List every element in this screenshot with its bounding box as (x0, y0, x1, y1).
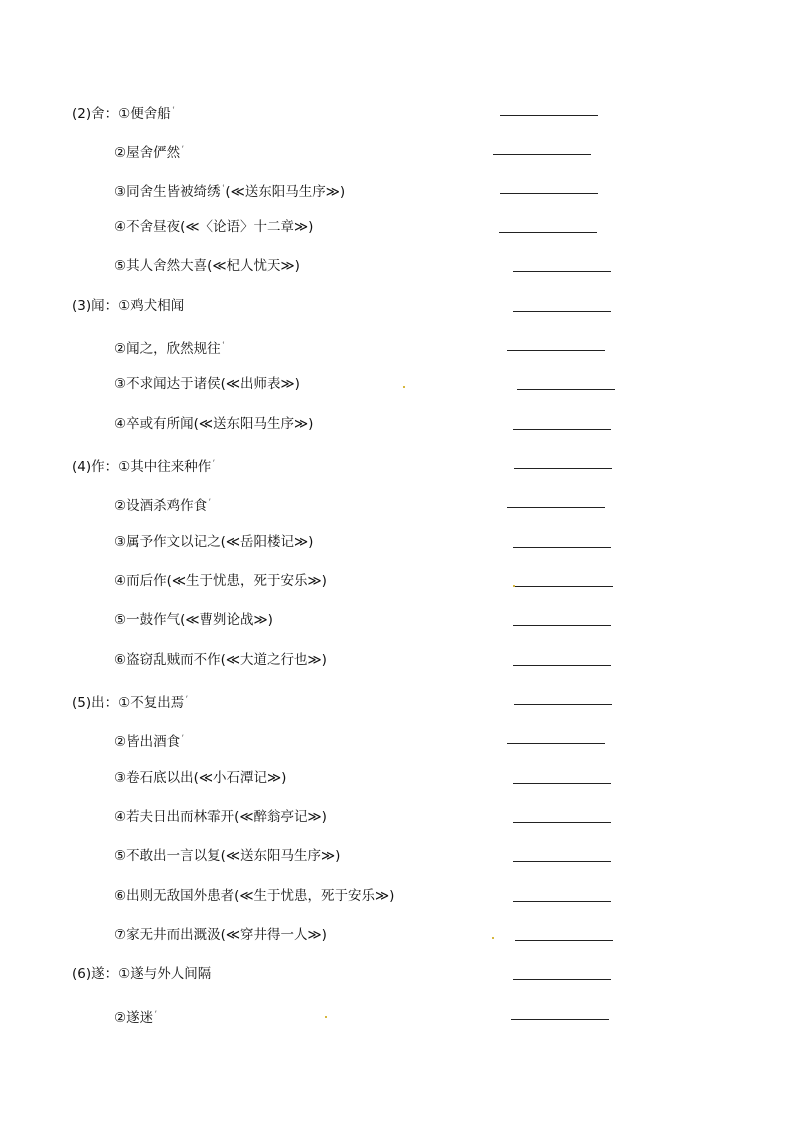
item-text (114, 768, 286, 788)
answer-blank[interactable] (513, 311, 611, 312)
item-sentence: 不求闻达于诸侯 (126, 376, 221, 392)
item-text (72, 689, 189, 713)
item-text (114, 256, 300, 276)
item-number: ② (114, 498, 127, 514)
item-number: ① (118, 106, 131, 122)
item-text (72, 296, 184, 316)
item-sentence: 其人舍然大喜 (126, 258, 208, 274)
item-row (0, 925, 794, 945)
item-number: ③ (114, 376, 127, 392)
footnote-mark: ᶠ (182, 145, 184, 152)
stray-dot (492, 937, 494, 939)
answer-blank[interactable] (493, 154, 591, 155)
group-heading-row (0, 100, 794, 120)
footnote-mark: ᶠ (213, 459, 216, 466)
item-sentence: 设酒杀鸡作食 (126, 498, 208, 514)
item-row (0, 610, 794, 630)
footnote-mark: ᶠ (209, 498, 211, 505)
item-source: (≪送东阳马生序≫) (220, 848, 341, 864)
item-text (114, 139, 185, 163)
item-source: (≪岳阳楼记≫) (220, 534, 314, 550)
item-sentence: 便舍船 (130, 106, 171, 122)
item-sentence: 卒或有所闻 (126, 416, 194, 432)
item-text (114, 492, 212, 516)
item-sentence: 盗窃乱贼而不作 (126, 652, 221, 668)
item-sentence: 屋舍俨然 (126, 145, 181, 161)
item-row (0, 139, 794, 159)
item-number: ④ (114, 809, 127, 825)
answer-blank[interactable] (513, 822, 611, 823)
item-number: ② (114, 145, 127, 161)
item-row (0, 846, 794, 866)
item-sentence: 闻之，欣然规往 (126, 341, 221, 357)
group-heading: (2)舍： (72, 106, 119, 122)
footnote-mark: ᶠ (172, 106, 175, 113)
item-number: ⑤ (114, 848, 127, 864)
answer-blank[interactable] (513, 271, 611, 272)
item-source: (≪曹刿论战≫) (180, 612, 273, 628)
item-text (72, 100, 176, 124)
stray-dot (403, 386, 405, 388)
item-number: ⑦ (114, 927, 127, 943)
item-text (114, 846, 340, 866)
footnote-mark: ᶠ (186, 695, 189, 702)
item-text (114, 807, 327, 827)
item-text (114, 886, 394, 906)
item-text (114, 374, 300, 394)
item-text (72, 453, 216, 477)
answer-blank[interactable] (513, 979, 611, 980)
item-row (0, 217, 794, 237)
item-source: (≪送东阳马生序≫) (193, 416, 314, 432)
answer-blank[interactable] (507, 743, 605, 744)
item-text (114, 728, 185, 752)
item-sentence: 同舍生皆被绮绣 (126, 184, 221, 200)
answer-blank[interactable] (513, 861, 611, 862)
item-sentence: 属予作文以记之 (126, 534, 221, 550)
item-number: ② (114, 1010, 127, 1026)
answer-blank[interactable] (507, 350, 605, 351)
answer-blank[interactable] (513, 783, 611, 784)
item-sentence: 皆出酒食 (126, 734, 181, 750)
item-number: ⑥ (114, 888, 127, 904)
item-source: (≪杞人忧天≫) (207, 258, 300, 274)
group-heading: (5)出： (72, 695, 119, 711)
answer-blank[interactable] (513, 625, 611, 626)
answer-blank[interactable] (513, 665, 611, 666)
item-text (114, 532, 313, 552)
item-text (114, 1004, 158, 1028)
item-text (114, 414, 313, 434)
item-row (0, 571, 794, 591)
item-text (114, 571, 327, 591)
item-source: (≪〈论语〉十二章≫) (180, 219, 314, 235)
item-number: ① (118, 966, 131, 982)
group-heading-row (0, 964, 794, 984)
answer-blank[interactable] (507, 507, 605, 508)
item-sentence: 遂迷 (126, 1010, 154, 1026)
item-source: (≪穿井得一人≫) (220, 927, 327, 943)
item-sentence: 不舍昼夜 (126, 219, 181, 235)
item-source: (≪醉翁亭记≫) (234, 809, 327, 825)
answer-blank[interactable] (500, 193, 598, 194)
item-row (0, 886, 794, 906)
group-heading-row (0, 453, 794, 473)
stray-dot (513, 585, 515, 587)
item-row (0, 1004, 794, 1024)
answer-blank[interactable] (513, 901, 611, 902)
item-sentence: 若夫日出而林霏开 (126, 809, 235, 825)
group-heading: (6)遂： (72, 966, 119, 982)
item-source: (≪出师表≫) (220, 376, 300, 392)
item-number: ④ (114, 573, 127, 589)
group-heading-row (0, 689, 794, 709)
item-number: ① (118, 695, 131, 711)
footnote-mark: ᶠ (182, 734, 184, 741)
answer-blank[interactable] (517, 389, 615, 390)
item-row (0, 768, 794, 788)
item-row (0, 178, 794, 198)
answer-blank[interactable] (511, 1019, 609, 1020)
item-source: (≪生于忧患，死于安乐≫) (234, 888, 395, 904)
item-number: ⑤ (114, 258, 127, 274)
answer-blank[interactable] (515, 586, 613, 587)
item-number: ④ (114, 416, 127, 432)
item-number: ③ (114, 770, 127, 786)
item-row (0, 374, 794, 394)
item-number: ② (114, 734, 127, 750)
item-sentence: 不复出焉 (130, 695, 185, 711)
item-source: (≪送东阳马生序≫) (225, 184, 346, 200)
group-heading: (3)闻： (72, 298, 119, 314)
group-heading: (4)作： (72, 459, 119, 475)
item-sentence: 出则无敌国外患者 (126, 888, 235, 904)
item-source: (≪生于忧患，死于安乐≫) (166, 573, 327, 589)
answer-blank[interactable] (515, 940, 613, 941)
item-text (114, 610, 273, 630)
item-text (114, 925, 327, 945)
footnote-mark: ᶠ (155, 1010, 157, 1017)
answer-blank[interactable] (513, 547, 611, 548)
item-number: ④ (114, 219, 127, 235)
item-number: ① (118, 298, 131, 314)
item-sentence: 鸡犬相闻 (130, 298, 185, 314)
footnote-mark: ᶠ (222, 341, 225, 348)
item-row (0, 650, 794, 670)
item-source: (≪大道之行也≫) (220, 652, 327, 668)
item-sentence: 其中往来种作 (130, 459, 212, 475)
item-number: ① (118, 459, 131, 475)
item-row (0, 335, 794, 355)
item-number: ② (114, 341, 127, 357)
item-row (0, 807, 794, 827)
item-row (0, 728, 794, 748)
item-sentence: 卷石底以出 (126, 770, 194, 786)
item-sentence: 不敢出一言以复 (126, 848, 221, 864)
answer-blank[interactable] (499, 232, 597, 233)
item-number: ③ (114, 534, 127, 550)
item-text (72, 964, 211, 984)
item-number: ⑤ (114, 612, 127, 628)
item-number: ③ (114, 184, 127, 200)
item-row (0, 532, 794, 552)
item-text (114, 217, 313, 237)
item-sentence: 家无井而出溉汲 (126, 927, 221, 943)
answer-blank[interactable] (514, 704, 612, 705)
item-sentence: 遂与外人间隔 (130, 966, 212, 982)
answer-blank[interactable] (500, 115, 598, 116)
group-heading-row (0, 296, 794, 316)
item-sentence: 而后作 (126, 573, 167, 589)
item-sentence: 一鼓作气 (126, 612, 181, 628)
answer-blank[interactable] (514, 468, 612, 469)
stray-dot (325, 1016, 327, 1018)
item-row (0, 414, 794, 434)
item-text (114, 178, 345, 202)
item-text (114, 335, 225, 359)
footnote-mark: ᶠ (222, 184, 225, 191)
item-row (0, 492, 794, 512)
item-row (0, 256, 794, 276)
item-text (114, 650, 327, 670)
item-number: ⑥ (114, 652, 127, 668)
answer-blank[interactable] (513, 429, 611, 430)
item-source: (≪小石潭记≫) (193, 770, 287, 786)
